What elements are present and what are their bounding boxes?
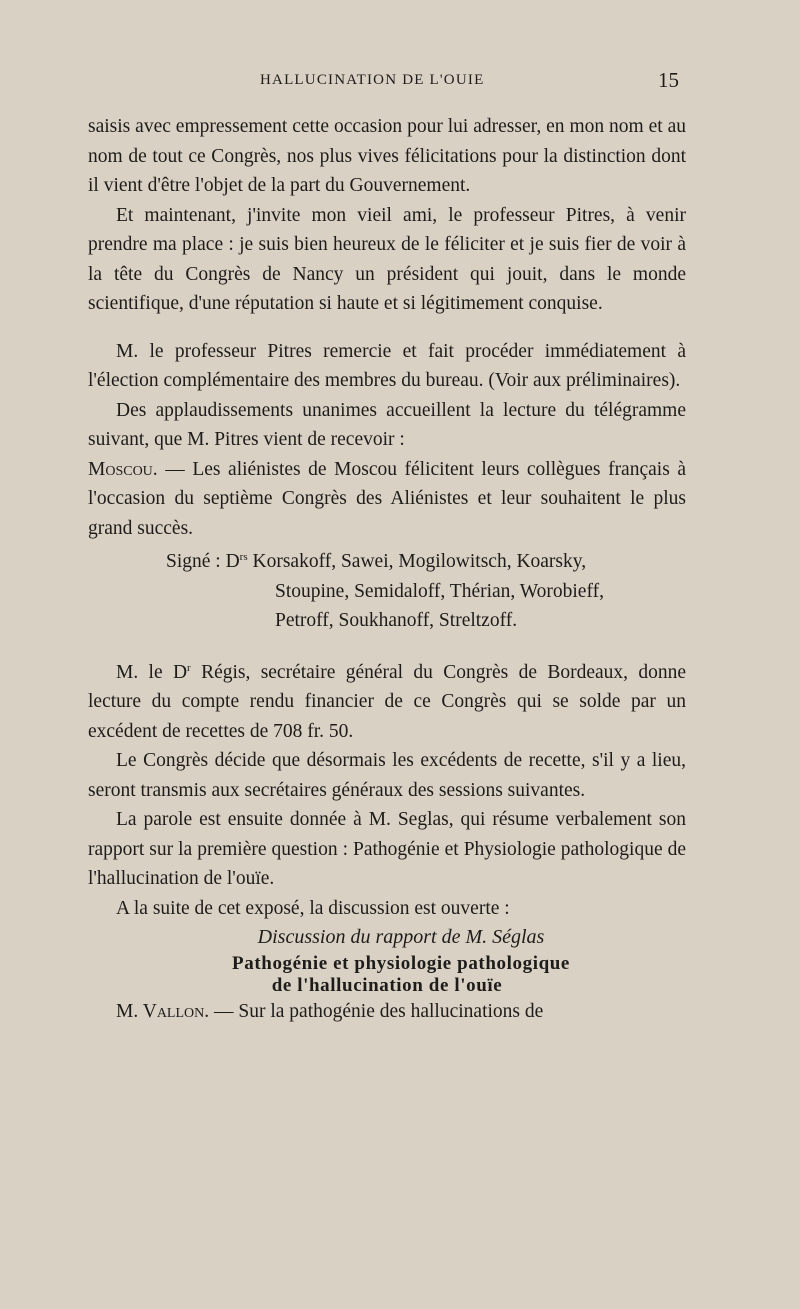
signed-prefix: Signé : D xyxy=(166,551,240,572)
paragraph-7: La parole est ensuite donnée à M. Seglas, qui résume verbalement son rapport sur la première question : Pathogénie et Physiologie pathologique de l'hallucination de l'ouïe. xyxy=(88,809,686,889)
section-subtitle-line-1: Pathogénie et physiologie pathologique xyxy=(232,952,570,974)
p5-sup: r xyxy=(187,661,191,674)
paragraph-8: A la suite de cet exposé, la discussion est ouverte : xyxy=(116,897,510,919)
telegram xyxy=(88,455,686,544)
telegram-place: Moscou. xyxy=(88,458,158,480)
section-subtitle-line-2: de l'hallucination de l'ouïe xyxy=(271,974,503,996)
paragraph-1: saisis avec empressement cette occasion pour lui adresser, en mon nom et au nom de tout ce Congrès, nos plus vives félicitations pour la distinction dont il vient d'être l'objet de la part du Gouvernement. xyxy=(88,116,686,196)
speaker-name: M. Vallon. xyxy=(116,1000,210,1022)
paragraph-6: Le Congrès décide que désormais les excédents de recette, s'il y a lieu, seront transmis aux secrétaires généraux des sessions suivantes. xyxy=(88,750,686,801)
section-subtitle xyxy=(88,953,686,997)
p5-prefix: M. le D xyxy=(116,661,188,683)
speech-paragraph xyxy=(88,997,686,1027)
paragraph-2: Et maintenant, j'invite mon vieil ami, le professeur Pitres, à venir prendre ma place : je suis bien heureux de le féliciter et je suis fier de voir à la tête du Congrès de Nancy un président qui jouit, dans le monde scientifique, d'une réputation si haute et si légitimement conquise. xyxy=(88,204,686,314)
running-title: HALLUCINATION DE L'OUIE xyxy=(260,72,485,88)
body-text xyxy=(88,112,686,1026)
paragraph-3: M. le professeur Pitres remercie et fait procéder immédiatement à l'élection complémentaire des membres du bureau. (Voir aux préliminaires). xyxy=(88,340,686,391)
speech-text: — Sur la pathogénie des hallucinations de xyxy=(214,1000,544,1022)
signed-line-2: Stoupine, Semidaloff, Thérian, Worobieff, xyxy=(275,580,604,602)
telegram-signatures xyxy=(88,543,686,636)
signed-line-1: Korsakoff, Sawei, Mogilowitsch, Koarsky, xyxy=(252,551,587,572)
paragraph-5 xyxy=(88,654,686,747)
page-header xyxy=(0,68,800,102)
page-number: 15 xyxy=(658,68,679,92)
paragraph-4: Des applaudissements unanimes accueillent la lecture du télégramme suivant, que M. Pitres vient de recevoir : xyxy=(88,399,686,450)
signed-line-3: Petroff, Soukhanoff, Streltzoff. xyxy=(275,610,518,631)
signed-sup: rs xyxy=(239,551,248,563)
p5-text: Régis, secrétaire général du Congrès de Bordeaux, donne lecture du compte rendu financier de ce Congrès qui se solde par un excédent de recettes de 708 fr. 50. xyxy=(88,661,686,742)
telegram-text: — Les aliénistes de Moscou félicitent leurs collègues français à l'occasion du septième Congrès des Aliénistes et leur souhaitent le plus grand succès. xyxy=(88,458,687,539)
section-title: Discussion du rapport de M. Séglas xyxy=(257,926,545,948)
